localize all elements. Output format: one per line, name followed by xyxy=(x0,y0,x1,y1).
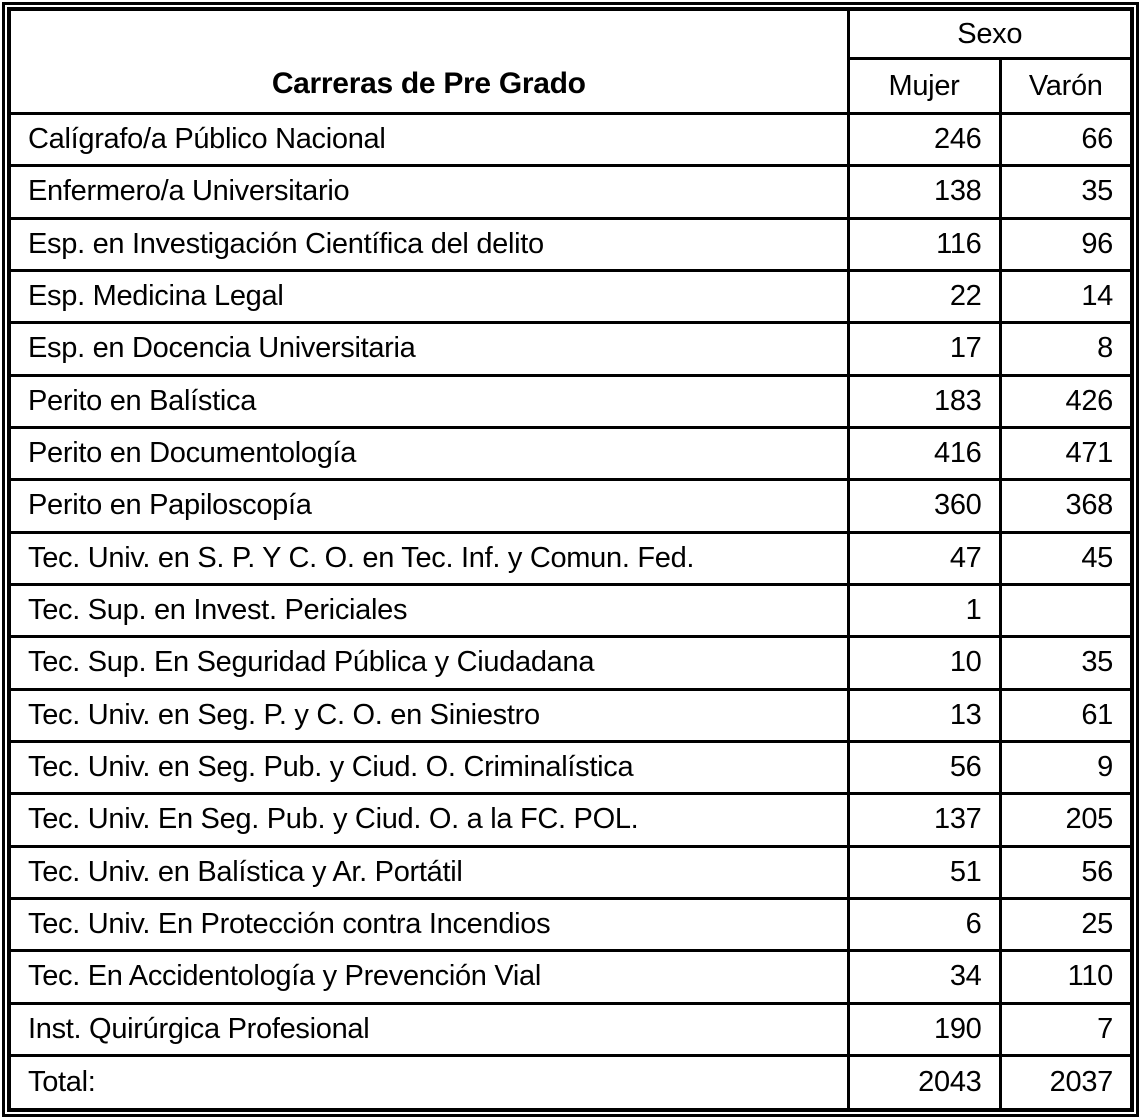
career-label: Tec. Sup. En Seguridad Pública y Ciudadana xyxy=(11,637,848,689)
table-row xyxy=(11,532,1130,584)
table-row xyxy=(11,270,1130,322)
varon-count: 35 xyxy=(1000,637,1130,689)
table-row xyxy=(11,637,1130,689)
varon-count: 9 xyxy=(1000,741,1130,793)
mujer-count: 190 xyxy=(848,1003,1000,1055)
career-label: Tec. Univ. en S. P. Y C. O. en Tec. Inf. y Comun. Fed. xyxy=(11,532,848,584)
mujer-count: 183 xyxy=(848,375,1000,427)
career-label: Calígrafo/a Público Nacional xyxy=(11,114,848,166)
table-row xyxy=(11,741,1130,793)
career-label: Tec. Univ. En Seg. Pub. y Ciud. O. a la FC. POL. xyxy=(11,794,848,846)
mujer-count: 137 xyxy=(848,794,1000,846)
mujer-count: 1 xyxy=(848,584,1000,636)
varon-count: 8 xyxy=(1000,323,1130,375)
mujer-count: 360 xyxy=(848,480,1000,532)
varon-count: 45 xyxy=(1000,532,1130,584)
table-inner-border xyxy=(7,7,1134,1112)
mujer-count: 246 xyxy=(848,114,1000,166)
table-row xyxy=(11,846,1130,898)
table-row xyxy=(11,218,1130,270)
varon-count: 110 xyxy=(1000,951,1130,1003)
table-body xyxy=(11,114,1130,1109)
career-label: Esp. en Docencia Universitaria xyxy=(11,323,848,375)
career-label: Tec. Univ. en Balística y Ar. Portátil xyxy=(11,846,848,898)
career-label: Inst. Quirúrgica Profesional xyxy=(11,1003,848,1055)
varon-count: 66 xyxy=(1000,114,1130,166)
career-label: Enfermero/a Universitario xyxy=(11,166,848,218)
table-row xyxy=(11,584,1130,636)
career-label: Tec. Univ. en Seg. P. y C. O. en Siniestro xyxy=(11,689,848,741)
table-row xyxy=(11,794,1130,846)
varon-count: 205 xyxy=(1000,794,1130,846)
column-header-varon: Varón xyxy=(1000,59,1130,114)
mujer-count: 51 xyxy=(848,846,1000,898)
table-row xyxy=(11,480,1130,532)
table-row-total xyxy=(11,1055,1130,1108)
mujer-count: 34 xyxy=(848,951,1000,1003)
mujer-count: 138 xyxy=(848,166,1000,218)
table-row xyxy=(11,1003,1130,1055)
mujer-count: 22 xyxy=(848,270,1000,322)
mujer-total-count: 2043 xyxy=(848,1055,1000,1108)
career-label: Esp. Medicina Legal xyxy=(11,270,848,322)
mujer-count: 416 xyxy=(848,427,1000,479)
table-header xyxy=(11,11,1130,114)
varon-count: 56 xyxy=(1000,846,1130,898)
career-label: Perito en Documentología xyxy=(11,427,848,479)
pregrado-careers-table xyxy=(11,11,1130,1108)
varon-count: 61 xyxy=(1000,689,1130,741)
column-header-carreras: Carreras de Pre Grado xyxy=(11,11,848,114)
mujer-count: 47 xyxy=(848,532,1000,584)
varon-count: 25 xyxy=(1000,898,1130,950)
varon-count xyxy=(1000,584,1130,636)
varon-count: 426 xyxy=(1000,375,1130,427)
career-label: Esp. en Investigación Científica del delito xyxy=(11,218,848,270)
career-label: Tec. Univ. En Protección contra Incendios xyxy=(11,898,848,950)
varon-total-count: 2037 xyxy=(1000,1055,1130,1108)
career-label: Tec. Sup. en Invest. Periciales xyxy=(11,584,848,636)
varon-count: 368 xyxy=(1000,480,1130,532)
mujer-count: 6 xyxy=(848,898,1000,950)
varon-count: 14 xyxy=(1000,270,1130,322)
varon-count: 96 xyxy=(1000,218,1130,270)
mujer-count: 10 xyxy=(848,637,1000,689)
table-row xyxy=(11,689,1130,741)
mujer-count: 56 xyxy=(848,741,1000,793)
header-row-sexo xyxy=(11,11,1130,59)
column-header-mujer: Mujer xyxy=(848,59,1000,114)
table-row xyxy=(11,114,1130,166)
varon-count: 471 xyxy=(1000,427,1130,479)
varon-count: 35 xyxy=(1000,166,1130,218)
varon-count: 7 xyxy=(1000,1003,1130,1055)
column-header-sexo: Sexo xyxy=(848,11,1130,59)
mujer-count: 13 xyxy=(848,689,1000,741)
table-row xyxy=(11,951,1130,1003)
table-row xyxy=(11,166,1130,218)
mujer-count: 116 xyxy=(848,218,1000,270)
career-label: Perito en Balística xyxy=(11,375,848,427)
table-outer-border xyxy=(2,2,1139,1117)
table-row xyxy=(11,427,1130,479)
career-label: Perito en Papiloscopía xyxy=(11,480,848,532)
table-row xyxy=(11,323,1130,375)
career-label: Tec. Univ. en Seg. Pub. y Ciud. O. Criminalística xyxy=(11,741,848,793)
total-label: Total: xyxy=(11,1055,848,1108)
mujer-count: 17 xyxy=(848,323,1000,375)
table-row xyxy=(11,898,1130,950)
career-label: Tec. En Accidentología y Prevención Vial xyxy=(11,951,848,1003)
table-row xyxy=(11,375,1130,427)
